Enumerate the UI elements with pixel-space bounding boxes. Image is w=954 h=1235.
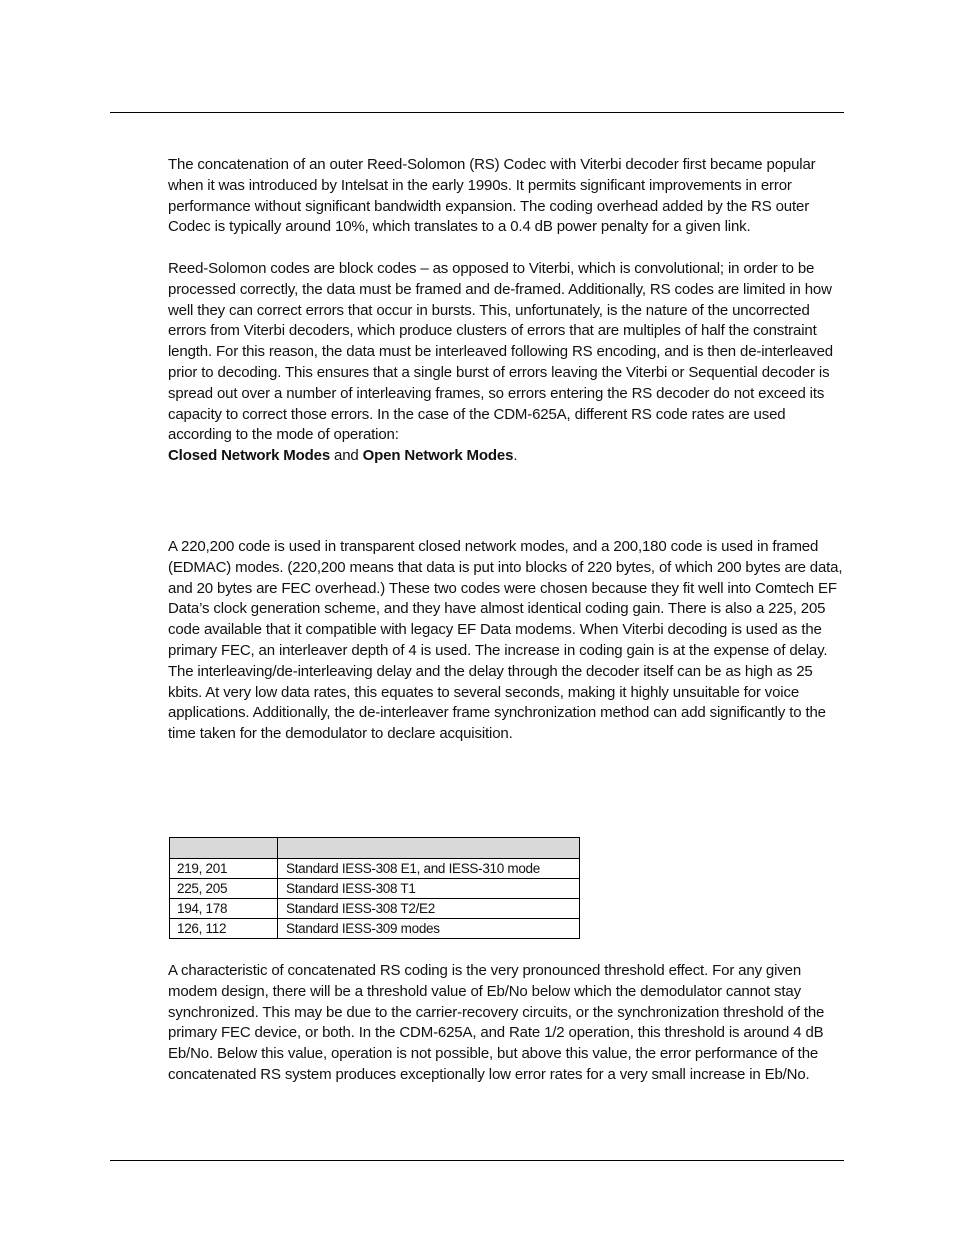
table-row [170,899,580,919]
sentence-end: . [513,447,518,465]
table-header-row [170,838,580,859]
conjunction-text: and [330,447,363,465]
table-row [170,859,580,879]
table-cell-code: 225, 205 [170,879,278,899]
table-row [170,879,580,899]
table-cell-mode: Standard IESS-309 modes [278,919,580,939]
header-rule [110,112,844,113]
table-cell-mode: Standard IESS-308 T1 [278,879,580,899]
table-cell-code: 194, 178 [170,899,278,919]
rs-code-table [169,837,580,939]
closed-network-modes-term: Closed Network Modes [168,447,331,465]
table-header-cell [278,838,580,859]
paragraph-closed-network-codes: A 220,200 code is used in transparent closed network modes, and a 200,180 code is used in framed (EDMAC) modes. (220,200 means that data is put into blocks of 220 bytes, of which 200 bytes are data, and 20 bytes are FEC overhead.) These two codes were chosen because they fit well into Comtech EF Data’s clock generation scheme, and they have almost identical coding gain. There is also a 225, 205 code available that it compatible with legacy EF Data modems. When Viterbi decoding is used as the primary FEC, an interleaver depth of 4 is used. The increase in coding gain is at the expense of delay. The interleaving/de-interleaving delay and the delay through the decoder itself can be as high as 25 kbits. At very low data rates, this equates to several seconds, making it highly unsuitable for voice applications. Additionally, the de-interleaver frame synchronization method can add significantly to the time taken for the demodulator to declare acquisition. [168,538,843,743]
table-cell-mode: Standard IESS-308 E1, and IESS-310 mode [278,859,580,879]
paragraph-threshold-effect: A characteristic of concatenated RS coding is the very pronounced threshold effect. For any given modem design, there will be a threshold value of Eb/No below which the demodulator cannot stay synchronized. This may be due to the carrier-recovery circuits, or the synchronization threshold of the primary FEC device, or both. In the CDM-625A, and Rate 1/2 operation, this threshold is around 4 dB Eb/No. Below this value, operation is not possible, but above this value, the error performance of the concatenated RS system produces exceptionally low error rates for a very small increase in Eb/No. [168,962,825,1083]
paragraph-text: Reed-Solomon codes are block codes – as opposed to Viterbi, which is convolutional; in order to be processed correctly, the data must be framed and de-framed. Additionally, RS codes are limited in how well they can correct errors that occur in bursts. This, unfortunately, is the nature of the uncorrected errors from Viterbi decoders, which produce clusters of errors that are multiples of half the constraint length. For this reason, the data must be interleaved following RS encoding, and is then de-interleaved prior to decoding. This ensures that a single burst of errors leaving the Viterbi or Sequential decoder is spread out over a number of interleaving frames, so errors entering the RS decoder do not exceed its capacity to correct those errors. In the case of the CDM-625A, different RS code rates are used according to the mode of operation: [168,260,833,444]
table-cell-code: 219, 201 [170,859,278,879]
footer-rule [110,1160,844,1161]
table-row [170,919,580,939]
table-header-cell [170,838,278,859]
paragraph-rs-block-codes [168,259,844,467]
paragraph-rs-concatenation-intro: The concatenation of an outer Reed-Solomon (RS) Codec with Viterbi decoder first became popular when it was introduced by Intelsat in the early 1990s. It permits significant improvements in error performance without significant bandwidth expansion. The coding overhead added by the RS outer Codec is typically around 10%, which translates to a 0.4 dB power penalty for a given link. [168,156,816,236]
open-network-modes-term: Open Network Modes [362,447,514,465]
table-cell-code: 126, 112 [170,919,278,939]
table-cell-mode: Standard IESS-308 T2/E2 [278,899,580,919]
